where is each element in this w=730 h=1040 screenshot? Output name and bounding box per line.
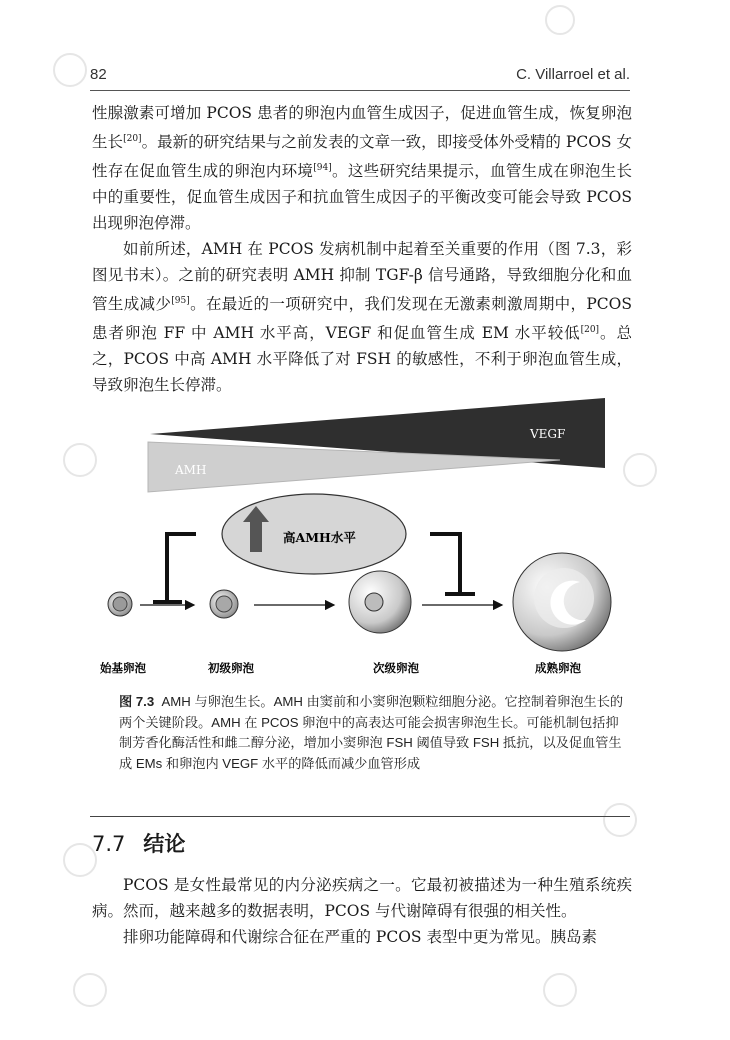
figure-caption bbox=[119, 692, 631, 774]
section-title: 结论 bbox=[143, 832, 186, 856]
amh-label: AMH bbox=[175, 463, 207, 477]
high-amh-label: 高AMH水平 bbox=[283, 530, 356, 545]
section-heading bbox=[92, 828, 185, 858]
paragraph-4: 排卵功能障碍和代谢综合征在严重的 PCOS 表型中更为常见。胰岛素 bbox=[123, 928, 597, 946]
secondary-follicle bbox=[349, 571, 411, 633]
inhibition-left bbox=[167, 534, 196, 600]
follicle-diagram bbox=[90, 390, 640, 685]
citation: [20] bbox=[580, 325, 600, 335]
primordial-follicle bbox=[108, 592, 132, 616]
mature-follicle bbox=[513, 553, 611, 651]
body-text-bottom bbox=[92, 872, 632, 950]
running-header bbox=[90, 62, 630, 88]
citation: [94] bbox=[313, 163, 332, 173]
body-text-top bbox=[92, 100, 632, 398]
stage-label-secondary: 次级卵泡 bbox=[373, 661, 419, 675]
citation: [95] bbox=[171, 296, 190, 306]
paragraph-2: 如前所述，AMH 在 PCOS 发病机制中起着至关重要的作用（图 7.3，彩图见书末）。之前的研究表明 AMH 抑制 TGF-β 信号通路，导致细胞分化和血管生成减少[95]。在最近的一项研究中，我们发现在无激素刺激周期中，PCOS 患者卵泡 FF 中 AMH 水平高，VEGF 和促血管生成 EM 水平较低[20]。总之，PCOS 中高 AMH 水平降低了对 FSH 的敏感性，不利于卵泡血管生成，导致卵泡生长停滞。 bbox=[92, 240, 632, 394]
primary-follicle bbox=[210, 590, 238, 618]
stage-label-primary: 初级卵泡 bbox=[208, 661, 254, 675]
running-author: C. Villarroel et al. bbox=[516, 66, 630, 83]
section-number: 7.7 bbox=[92, 832, 126, 856]
figure-7-3 bbox=[90, 390, 640, 685]
citation: [20] bbox=[123, 134, 142, 144]
caption-text: AMH 与卵泡生长。AMH 由窦前和小窦卵泡颗粒细胞分泌。它控制着卵泡生长的两个关键阶段。AMH 在 PCOS 卵泡中的高表达可能会损害卵泡生长。可能机制包括抑制芳香化酶活性和雌二醇分泌，增加小窦卵泡 FSH 阈值导致 FSH 抵抗，以及促血管生成 EMs 和卵泡内 VEGF 水平的降低而减少血管形成 bbox=[119, 694, 624, 771]
caption-label: 图 7.3 bbox=[119, 694, 155, 709]
paragraph-3: PCOS 是女性最常见的内分泌疾病之一。它最初被描述为一种生殖系统疾病。然而，越来越多的数据表明，PCOS 与代谢障碍有很强的相关性。 bbox=[92, 876, 632, 920]
vegf-label: VEGF bbox=[530, 427, 566, 441]
inhibition-right bbox=[430, 534, 460, 592]
stage-label-mature: 成熟卵泡 bbox=[535, 661, 581, 675]
section-rule bbox=[90, 816, 630, 817]
stage-label-primordial: 始基卵泡 bbox=[100, 661, 146, 675]
paragraph-1: 性腺激素可增加 PCOS 患者的卵泡内血管生成因子，促进血管生成，恢复卵泡生长[20]。最新的研究结果与之前发表的文章一致，即接受体外受精的 PCOS 女性存在促血管生成的卵泡内环境[94]。这些研究结果提示，血管生成在卵泡生长中的重要性，促血管生成因子和抗血管生成因子的平衡改变可能会导致 PCOS 出现卵泡停滞。 bbox=[92, 104, 632, 232]
page-number: 82 bbox=[90, 66, 107, 83]
header-rule bbox=[90, 90, 630, 91]
